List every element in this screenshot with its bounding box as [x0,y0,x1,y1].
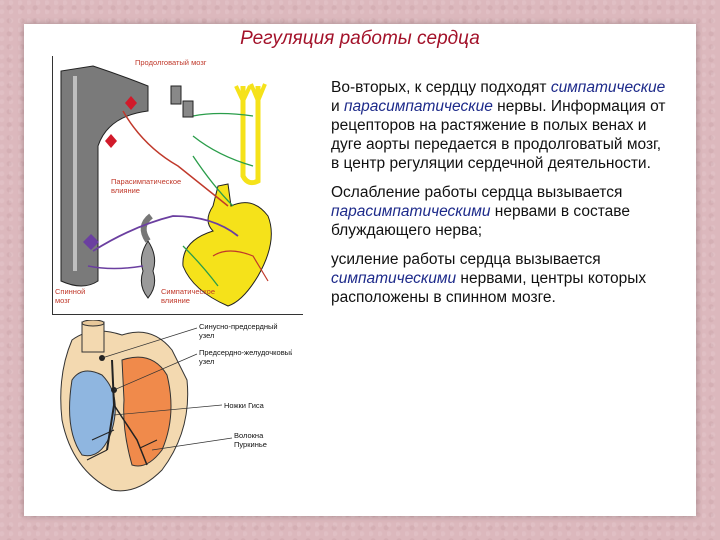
p3-text-c: нервами, центры которых расположены в спинном мозге. [331,270,647,306]
paragraph-3 [331,250,671,307]
label-his: Ножки Гиса [224,401,264,410]
slide [24,24,696,516]
label-sympathetic-1: Симпатическое [161,287,215,296]
label-av-1: Предсердно-желудочковый [199,348,292,357]
label-sympathetic-2: влияние [161,296,190,305]
p1-text-c: и [331,98,344,115]
nerve-regulation-drawing [53,56,303,314]
sympathetic-ganglion [141,241,154,298]
conduction-system-figure [52,320,292,500]
red-neuron-2 [105,134,117,148]
p2-parasympathetic: парасимпатическими [331,203,491,220]
body-text [331,78,671,317]
p3-sympathetic: симпатическими [331,270,457,287]
label-av-2: узел [199,357,215,366]
label-spinal-2: мозг [55,296,71,305]
p2-text-c: нервами в составе блуждающего нерва; [331,203,630,239]
p1-text-e: нервы. Информация от рецепторов на растяжение в полых венах и дуге аорты передается в продолговатый мозг, в центр регуляции сердечной деятельности. [331,98,666,172]
p1-parasympathetic: парасимпатические [343,98,493,115]
p3-text-a: усиление работы сердца вызывается [331,251,601,268]
label-sa-1: Синусно-предсердный [199,322,278,331]
conduction-system-drawing [52,320,292,500]
paragraph-2 [331,183,671,240]
label-parasympathetic-1: Парасимпатическое [111,177,182,186]
slide-title: Регуляция работы сердца [240,28,480,49]
label-medulla: Продолговатый мозг [135,58,207,67]
p1-text-a: Во-вторых, к сердцу подходят [331,79,551,96]
label-spinal-1: Спинной [55,287,86,296]
nerve-regulation-figure [52,56,303,315]
p2-text-a: Ослабление работы сердца вызывается [331,184,623,201]
paragraph-1 [331,78,671,173]
p1-sympathetic: симпатические [550,79,666,96]
label-purkinje-2: Пуркинье [234,440,267,449]
label-purkinje-1: Волокна [234,431,264,440]
label-sa-2: узел [199,331,215,340]
label-parasympathetic-2: влияние [111,186,140,195]
